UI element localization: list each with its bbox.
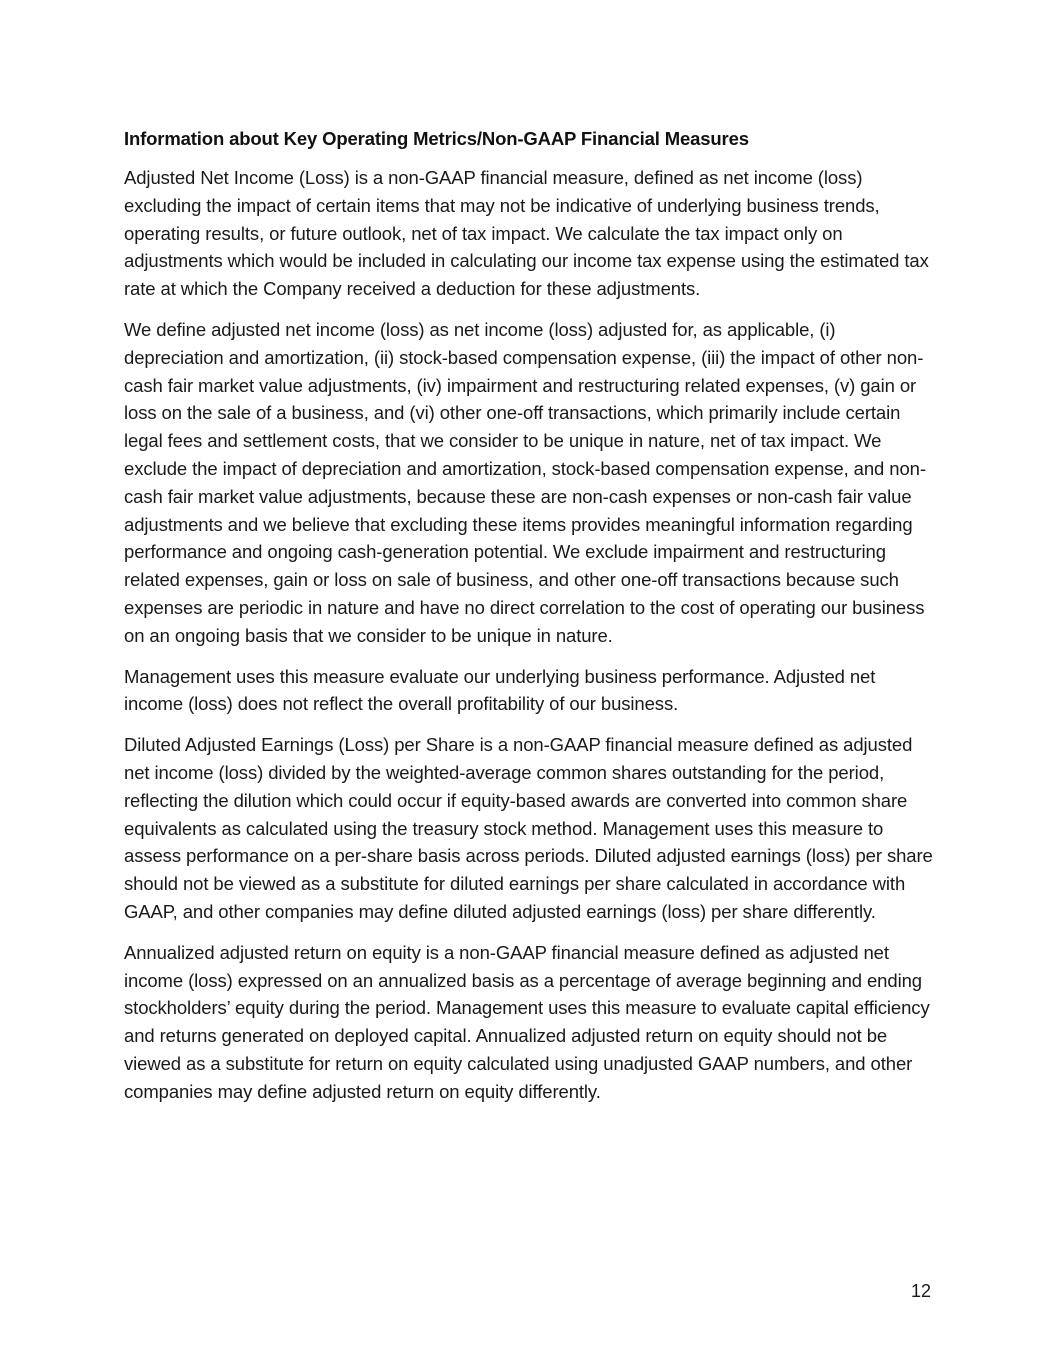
paragraph-diluted-adjusted-eps: Diluted Adjusted Earnings (Loss) per Share is a non-GAAP financial measure defined as adjusted net income (loss) divided by the weighted-average common shares outstanding for the period, reflecting the dilution which could occur if equity-based awards are converted into common share equivalents as calculated using the treasury stock method. Management uses this measure to assess performance on a per-share basis across periods. Diluted adjusted earnings (loss) per share should not be viewed as a substitute for diluted earnings per share calculated in accordance with GAAP, and other companies may define diluted adjusted earnings (loss) per share differently.	[124, 734, 933, 922]
paragraph-adjusted-net-income-adjustments: We define adjusted net income (loss) as net income (loss) adjusted for, as applicable, (i) depreciation and amortization, (ii) stock-based compensation expense, (iii) the impact of other non-cash fair market value adjustments, (iv) impairment and restructuring related expenses, (v) gain or loss on the sale of a business, and (vi) other one-off transactions, which primarily include certain legal fees and settlement costs, that we consider to be unique in nature, net of tax impact. We exclude the impact of depreciation and amortization, stock-based compensation expense, and non-cash fair market value adjustments, because these are non-cash expenses or non-cash fair value adjustments and we believe that excluding these items provides meaningful information regarding performance and ongoing cash-generation potential. We exclude impairment and restructuring related expenses, gain or loss on sale of business, and other one-off transactions because such expenses are periodic in nature and have no direct correlation to the cost of operating our business on an ongoing basis that we consider to be unique in nature.	[124, 318, 926, 646]
paragraph-annualized-adjusted-roe: Annualized adjusted return on equity is a non-GAAP financial measure defined as adjusted net income (loss) expressed on an annualized basis as a percentage of average beginning and ending stockholders’ equity during the period. Management uses this measure to evaluate capital efficiency and returns generated on deployed capital. Annualized adjusted return on equity should not be viewed as a substitute for return on equity calculated using unadjusted GAAP numbers, and other companies may define adjusted return on equity differently.	[124, 941, 930, 1102]
paragraph-adjusted-net-income-definition: Adjusted Net Income (Loss) is a non-GAAP financial measure, defined as net income (loss) excluding the impact of certain items that may not be indicative of underlying business trends, operating results, or future outlook, net of tax impact. We calculate the tax impact only on adjustments which would be included in calculating our income tax expense using the estimated tax rate at which the Company received a deduction for these adjustments.	[124, 167, 929, 300]
page-number: 12	[910, 1281, 931, 1301]
document-page	[124, 125, 934, 1119]
paragraph-management-use: Management uses this measure evaluate our underlying business performance. Adjusted net income (loss) does not reflect the overall profitability of our business.	[124, 665, 876, 715]
section-heading: Information about Key Operating Metrics/Non-GAAP Financial Measures	[124, 128, 749, 149]
